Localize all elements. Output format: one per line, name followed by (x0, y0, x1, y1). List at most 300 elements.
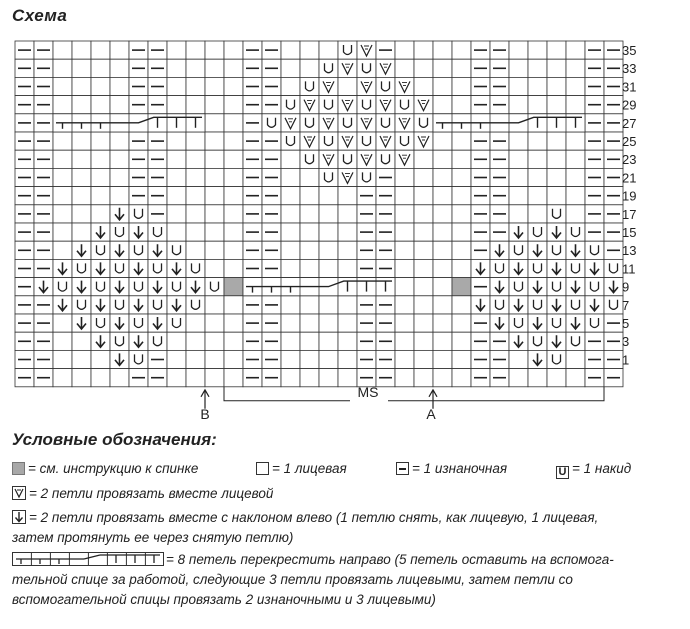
chart-cell (53, 41, 72, 59)
chart-cell (433, 314, 452, 332)
row-number: 21 (622, 170, 637, 186)
chart-cell (357, 96, 376, 114)
chart-cell (34, 59, 53, 77)
chart-cell (604, 296, 623, 314)
chart-cell (471, 241, 490, 259)
chart-cell (224, 241, 243, 259)
chart-cell (547, 314, 566, 332)
chart-cell (547, 96, 566, 114)
chart-cell (547, 223, 566, 241)
chart-cell (604, 41, 623, 59)
chart-cell (148, 150, 167, 168)
chart-cell (414, 332, 433, 350)
chart-cell (338, 369, 357, 387)
chart-cell (186, 168, 205, 186)
chart-cell (129, 241, 148, 259)
row-number: 7 (622, 297, 630, 313)
chart-cell (452, 132, 471, 150)
chart-cell (167, 96, 186, 114)
chart-cell (167, 223, 186, 241)
chart-cell (585, 278, 604, 296)
chart-cell (433, 259, 452, 277)
chart-cell (414, 223, 433, 241)
row-number: 31 (622, 79, 637, 95)
chart-cell (528, 205, 547, 223)
chart-cell (110, 223, 129, 241)
chart-cell (91, 241, 110, 259)
chart-cell (414, 150, 433, 168)
chart-cell (566, 278, 585, 296)
cable-cross-center (243, 278, 395, 296)
chart-cell (319, 187, 338, 205)
chart-cell (167, 132, 186, 150)
chart-cell (357, 168, 376, 186)
chart-cell (300, 259, 319, 277)
legend-knit: = 1 лицевая (256, 461, 347, 476)
chart-cell (34, 259, 53, 277)
chart-cell (72, 296, 91, 314)
chart-cell (53, 350, 72, 368)
chart-cell (15, 350, 34, 368)
legend-title: Условные обозначения: (12, 430, 217, 449)
chart-cell (205, 241, 224, 259)
chart-cell (243, 150, 262, 168)
chart-cell (509, 369, 528, 387)
chart-cell (490, 187, 509, 205)
chart-cell (15, 241, 34, 259)
chart-cell (148, 259, 167, 277)
chart-cell (414, 350, 433, 368)
chart-cell (528, 41, 547, 59)
chart-cell (604, 350, 623, 368)
chart-cell (357, 77, 376, 95)
chart-cell (490, 259, 509, 277)
chart-cell (547, 296, 566, 314)
chart-cell (528, 369, 547, 387)
chart-cell (53, 259, 72, 277)
chart-cell (490, 223, 509, 241)
chart-cell (281, 59, 300, 77)
chart-cell (604, 332, 623, 350)
chart-cell (566, 314, 585, 332)
chart-cell (509, 296, 528, 314)
chart-cell (376, 332, 395, 350)
chart-cell (528, 259, 547, 277)
chart-cell (566, 205, 585, 223)
chart-cell (91, 369, 110, 387)
chart-cell (72, 278, 91, 296)
chart-cell (72, 132, 91, 150)
chart-cell (224, 187, 243, 205)
chart-cell (376, 296, 395, 314)
chart-cell (148, 369, 167, 387)
chart-cell (319, 223, 338, 241)
chart-cell (357, 350, 376, 368)
chart-cell (490, 77, 509, 95)
chart-cell (357, 296, 376, 314)
chart-cell (243, 241, 262, 259)
chart-cell (205, 350, 224, 368)
chart-cell (452, 96, 471, 114)
chart-cell (148, 278, 167, 296)
chart-cell (243, 168, 262, 186)
chart-cell (205, 223, 224, 241)
chart-cell (262, 168, 281, 186)
chart-cell (452, 187, 471, 205)
chart-cell (452, 296, 471, 314)
chart-cell (281, 168, 300, 186)
chart-cell (376, 168, 395, 186)
chart-cell (34, 150, 53, 168)
chart-cell (376, 96, 395, 114)
chart-cell (585, 332, 604, 350)
chart-cell (91, 278, 110, 296)
chart-cell (528, 96, 547, 114)
chart-cell (34, 332, 53, 350)
chart-cell (395, 150, 414, 168)
chart-cell (15, 187, 34, 205)
chart-cell (262, 223, 281, 241)
chart-cell (319, 241, 338, 259)
chart-cell (471, 187, 490, 205)
chart-cell (509, 205, 528, 223)
chart-cell (604, 114, 623, 132)
chart-cell (395, 223, 414, 241)
gray-cell-icon (12, 462, 25, 475)
chart-cell (281, 332, 300, 350)
chart-cell (319, 350, 338, 368)
chart-cell (490, 205, 509, 223)
chart-cell (224, 369, 243, 387)
chart-cell (224, 168, 243, 186)
chart-cell (110, 77, 129, 95)
chart-cell (490, 332, 509, 350)
chart-cell (585, 241, 604, 259)
chart-cell (205, 369, 224, 387)
chart-cell (414, 168, 433, 186)
chart-annotations (200, 384, 604, 422)
chart-cell (243, 369, 262, 387)
chart-cell (490, 168, 509, 186)
chart-cell (281, 205, 300, 223)
row-number: 15 (622, 225, 637, 240)
chart-cell (547, 241, 566, 259)
chart-cell (528, 278, 547, 296)
chart-cell (34, 96, 53, 114)
chart-cell (509, 96, 528, 114)
chart-cell (300, 59, 319, 77)
chart-cell (528, 168, 547, 186)
chart-cell (414, 132, 433, 150)
chart-cell (566, 150, 585, 168)
chart-cell (243, 205, 262, 223)
chart-title: Схема (12, 6, 68, 25)
chart-cell (148, 168, 167, 186)
chart-cell (585, 96, 604, 114)
chart-cell (53, 132, 72, 150)
k2tog-left-icon (12, 510, 26, 524)
chart-cell (300, 241, 319, 259)
chart-cell (395, 77, 414, 95)
cable-cross-right (433, 114, 585, 132)
chart-cell (414, 369, 433, 387)
chart-cell (414, 96, 433, 114)
chart-cell (452, 205, 471, 223)
chart-cell (604, 369, 623, 387)
chart-cell (471, 132, 490, 150)
chart-cell (129, 96, 148, 114)
chart-cell (15, 278, 34, 296)
chart-cell (110, 241, 129, 259)
chart-cell (148, 41, 167, 59)
chart-cell (243, 296, 262, 314)
legend-yo: U = 1 накид (556, 461, 631, 479)
chart-cell (585, 114, 604, 132)
chart-cell (509, 132, 528, 150)
chart-cell (281, 314, 300, 332)
chart-cell (110, 150, 129, 168)
row-number: 33 (622, 61, 637, 77)
chart-cell (281, 114, 300, 132)
chart-cell (319, 332, 338, 350)
chart-cell (91, 150, 110, 168)
chart-cell (452, 150, 471, 168)
chart-cell (566, 77, 585, 95)
chart-cell (471, 96, 490, 114)
chart-cell (224, 96, 243, 114)
chart-cell (53, 77, 72, 95)
chart-cell (395, 168, 414, 186)
chart-cell (224, 259, 243, 277)
chart-cell (585, 168, 604, 186)
chart-cell (262, 59, 281, 77)
knit-cell-icon (256, 462, 269, 475)
chart-cell (509, 350, 528, 368)
chart-cell (604, 59, 623, 77)
chart-cell (129, 223, 148, 241)
chart-cell (547, 168, 566, 186)
chart-cell (471, 259, 490, 277)
chart-cell (186, 205, 205, 223)
chart-cell (91, 296, 110, 314)
chart-cell (357, 332, 376, 350)
chart-cell (281, 41, 300, 59)
chart-cell (224, 114, 243, 132)
chart-cell (243, 59, 262, 77)
chart-cell (167, 41, 186, 59)
row-number: 11 (622, 261, 636, 277)
chart-cell (205, 278, 224, 296)
chart-cell (585, 59, 604, 77)
chart-cell (53, 296, 72, 314)
chart-cell (471, 205, 490, 223)
chart-cell (148, 314, 167, 332)
chart-cell (509, 314, 528, 332)
chart-cell (34, 241, 53, 259)
chart-cell (357, 114, 376, 132)
chart-cell (376, 59, 395, 77)
chart-cell (129, 150, 148, 168)
chart-cell (129, 41, 148, 59)
chart-cell (376, 350, 395, 368)
chart-cell (72, 350, 91, 368)
chart-cell (186, 77, 205, 95)
row-number: 19 (622, 188, 637, 204)
chart-cell (585, 150, 604, 168)
row-number: 35 (622, 43, 637, 58)
chart-cell (34, 77, 53, 95)
chart-cell (262, 296, 281, 314)
chart-cell (452, 278, 471, 296)
chart-cell (547, 369, 566, 387)
chart-cell (300, 114, 319, 132)
chart-cell (34, 223, 53, 241)
ms-label: MS (357, 384, 379, 400)
chart-cell (395, 59, 414, 77)
chart-cell (15, 132, 34, 150)
chart-cell (167, 369, 186, 387)
chart-cell (433, 278, 452, 296)
chart-cell (433, 168, 452, 186)
chart-cell (547, 41, 566, 59)
chart-cell (547, 259, 566, 277)
chart-cell (186, 96, 205, 114)
chart-cell (338, 259, 357, 277)
chart-cell (205, 114, 224, 132)
chart-cell (509, 332, 528, 350)
chart-cell (110, 96, 129, 114)
chart-cell (433, 350, 452, 368)
chart-cell (243, 332, 262, 350)
chart-cell (357, 205, 376, 223)
chart-cell (547, 150, 566, 168)
chart-cell (34, 369, 53, 387)
chart-cell (205, 77, 224, 95)
chart-cell (585, 205, 604, 223)
chart-cell (15, 369, 34, 387)
chart-cell (205, 205, 224, 223)
chart-cell (262, 114, 281, 132)
chart-cell (338, 77, 357, 95)
chart-cell (167, 314, 186, 332)
chart-cell (262, 187, 281, 205)
chart-cell (129, 187, 148, 205)
chart-cell (15, 168, 34, 186)
chart-cell (186, 332, 205, 350)
row-number: 23 (622, 152, 637, 168)
chart-cell (471, 332, 490, 350)
chart-cell (34, 41, 53, 59)
chart-cell (414, 187, 433, 205)
chart-cell (395, 332, 414, 350)
chart-cell (91, 223, 110, 241)
chart-cell (566, 296, 585, 314)
chart-cell (357, 259, 376, 277)
chart-cell (300, 369, 319, 387)
chart-cell (528, 77, 547, 95)
chart-cell (566, 59, 585, 77)
row-number: 17 (622, 206, 637, 222)
chart-cell (585, 314, 604, 332)
chart-cell (357, 150, 376, 168)
chart-cell (262, 77, 281, 95)
chart-cell (205, 296, 224, 314)
chart-cell (528, 187, 547, 205)
chart-cell (471, 369, 490, 387)
chart-cell (53, 241, 72, 259)
chart-cell (110, 168, 129, 186)
row-number: 9 (622, 279, 630, 295)
chart-cell (566, 369, 585, 387)
chart-cell (186, 369, 205, 387)
chart-cell (167, 59, 186, 77)
chart-cell (129, 132, 148, 150)
chart-cell (15, 41, 34, 59)
chart-cell (528, 314, 547, 332)
chart-cell (91, 41, 110, 59)
chart-cell (243, 187, 262, 205)
chart-cell (53, 150, 72, 168)
chart-cell (509, 59, 528, 77)
chart-cell (262, 41, 281, 59)
chart-cell (338, 296, 357, 314)
chart-cell (262, 241, 281, 259)
chart-cell (148, 332, 167, 350)
chart-cell (186, 41, 205, 59)
chart-cell (585, 350, 604, 368)
chart-cell (129, 77, 148, 95)
chart-cell (167, 350, 186, 368)
chart-cell (243, 350, 262, 368)
chart-cell (281, 132, 300, 150)
chart-cell (471, 350, 490, 368)
chart-cell (186, 278, 205, 296)
chart-cell (604, 77, 623, 95)
chart-cell (281, 150, 300, 168)
chart-cell (72, 96, 91, 114)
chart-cell (376, 114, 395, 132)
chart-cell (547, 205, 566, 223)
chart-cell (34, 205, 53, 223)
row-number: 29 (622, 97, 637, 113)
chart-cell (604, 223, 623, 241)
chart-cell (129, 314, 148, 332)
chart-cell (281, 369, 300, 387)
chart-cell (53, 332, 72, 350)
chart-cell (471, 314, 490, 332)
chart-cell (300, 41, 319, 59)
chart-cell (338, 187, 357, 205)
chart-cell (262, 369, 281, 387)
chart-cell (604, 168, 623, 186)
chart-cell (490, 369, 509, 387)
chart-cell (376, 369, 395, 387)
chart-cell (129, 278, 148, 296)
chart-cell (452, 41, 471, 59)
chart-cell (566, 168, 585, 186)
chart-cell (414, 77, 433, 95)
chart-cell (319, 114, 338, 132)
chart-cell (15, 314, 34, 332)
yarn-over-icon: U (556, 466, 569, 479)
chart-cell (471, 296, 490, 314)
chart-cell (338, 168, 357, 186)
chart-cell (281, 296, 300, 314)
chart-cell (205, 96, 224, 114)
chart-cell (566, 96, 585, 114)
chart-cell (528, 59, 547, 77)
row-number: 1 (622, 352, 630, 368)
